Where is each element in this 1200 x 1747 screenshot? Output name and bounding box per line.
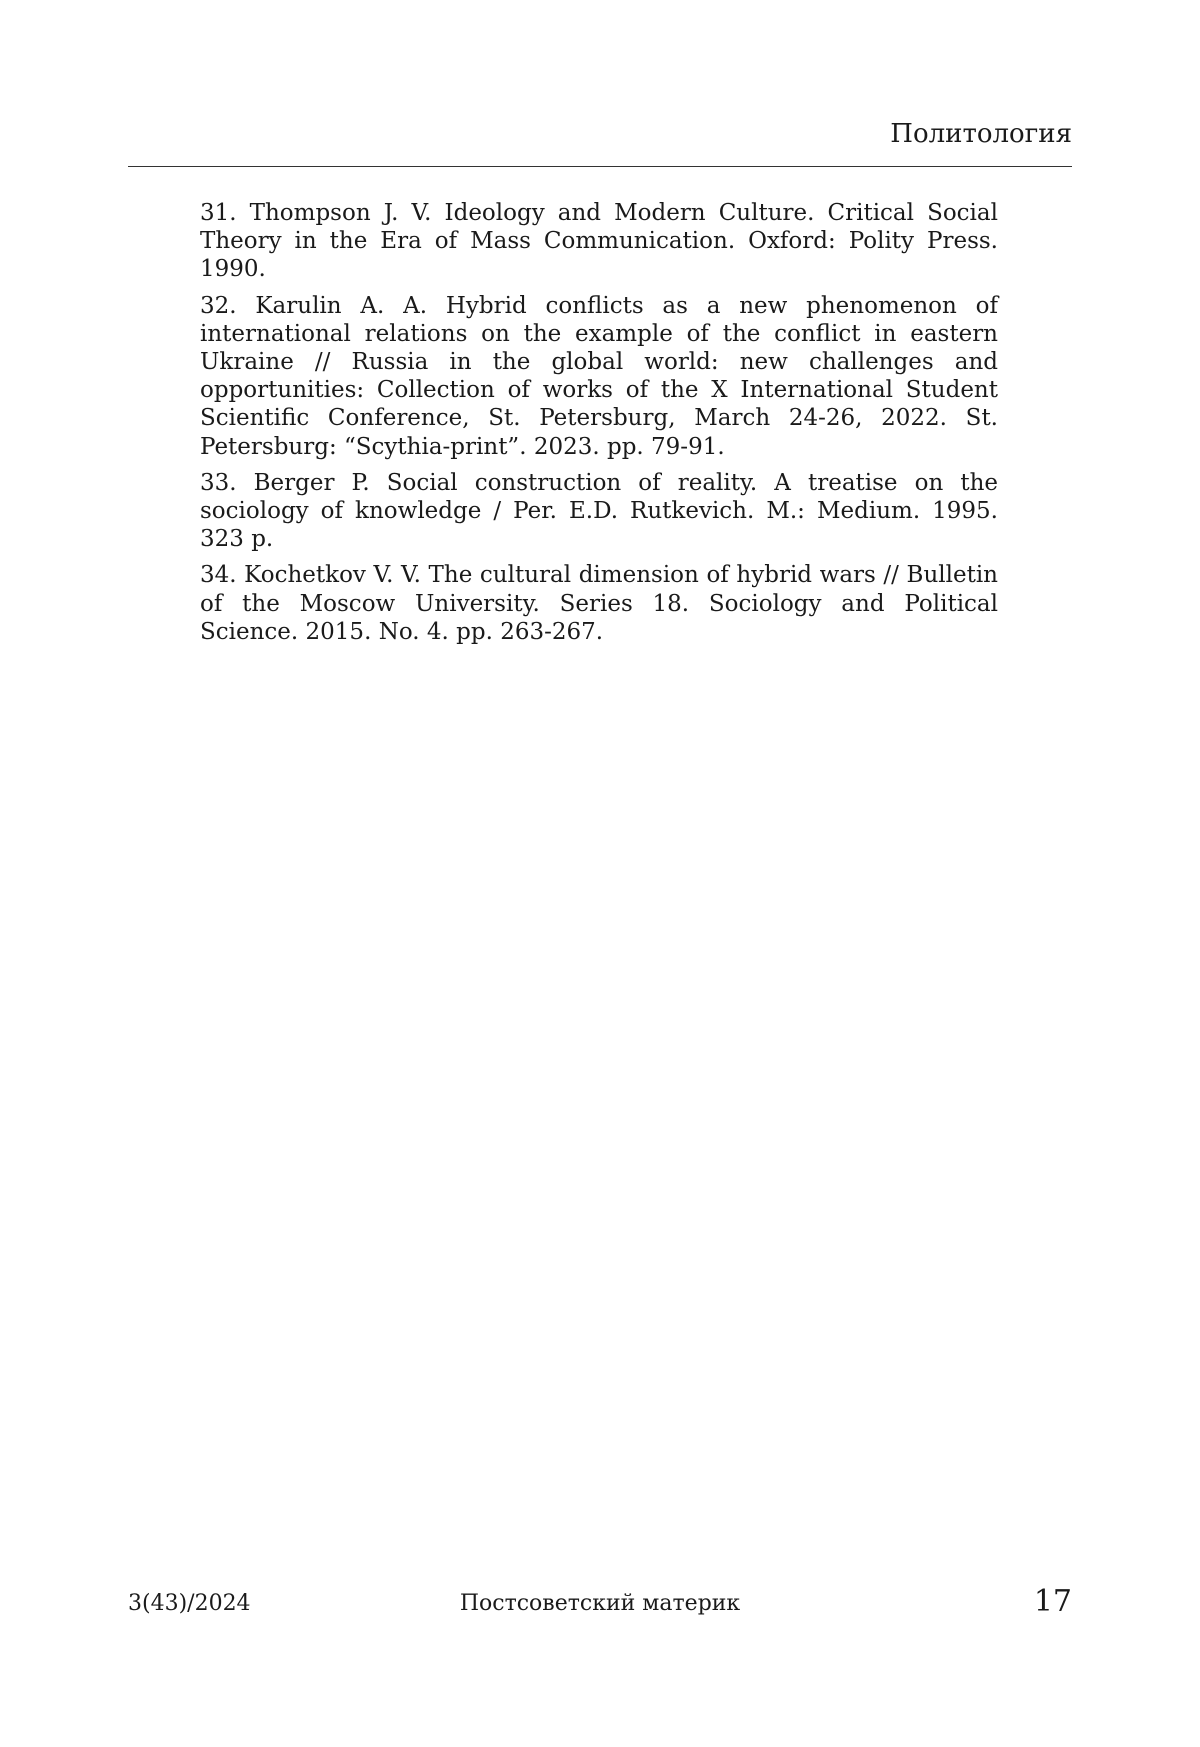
- reference-item-32: 32. Karulin A. A. Hybrid conflicts as a new phenomenon of international relations on the example of the conflict in eastern Ukraine // Russia in the global world: new challenges and opportunities: Collection of works of the X International Student Scientific Conference, St. Petersburg, March 24-26, 2022. St. Petersburg: “Scythia-print”. 2023. pp. 79-91.: [200, 292, 998, 460]
- header-divider: [128, 166, 1072, 167]
- reference-item-33: 33. Berger P. Social construction of reality. A treatise on the sociology of knowledge / Per. E.D. Rutkevich. M.: Medium. 1995. 323 p.: [200, 469, 998, 553]
- footer-journal-title: Постсоветский материк: [459, 1591, 741, 1616]
- reference-item-34: 34. Kochetkov V. V. The cultural dimension of hybrid wars // Bulletin of the Moscow University. Series 18. Sociology and Political Science. 2015. No. 4. pp. 263-267.: [200, 562, 998, 645]
- running-head-section: Политология: [890, 119, 1072, 149]
- reference-item-31: 31. Thompson J. V. Ideology and Modern Culture. Critical Social Theory in the Era of Mass Communication. Oxford: Polity Press. 1990.: [200, 200, 998, 283]
- footer-issue-number: 3(43)/2024: [128, 1591, 251, 1616]
- page-footer: [128, 1584, 1072, 1624]
- reference-list: [200, 199, 998, 654]
- page-number: 17: [1033, 1584, 1072, 1619]
